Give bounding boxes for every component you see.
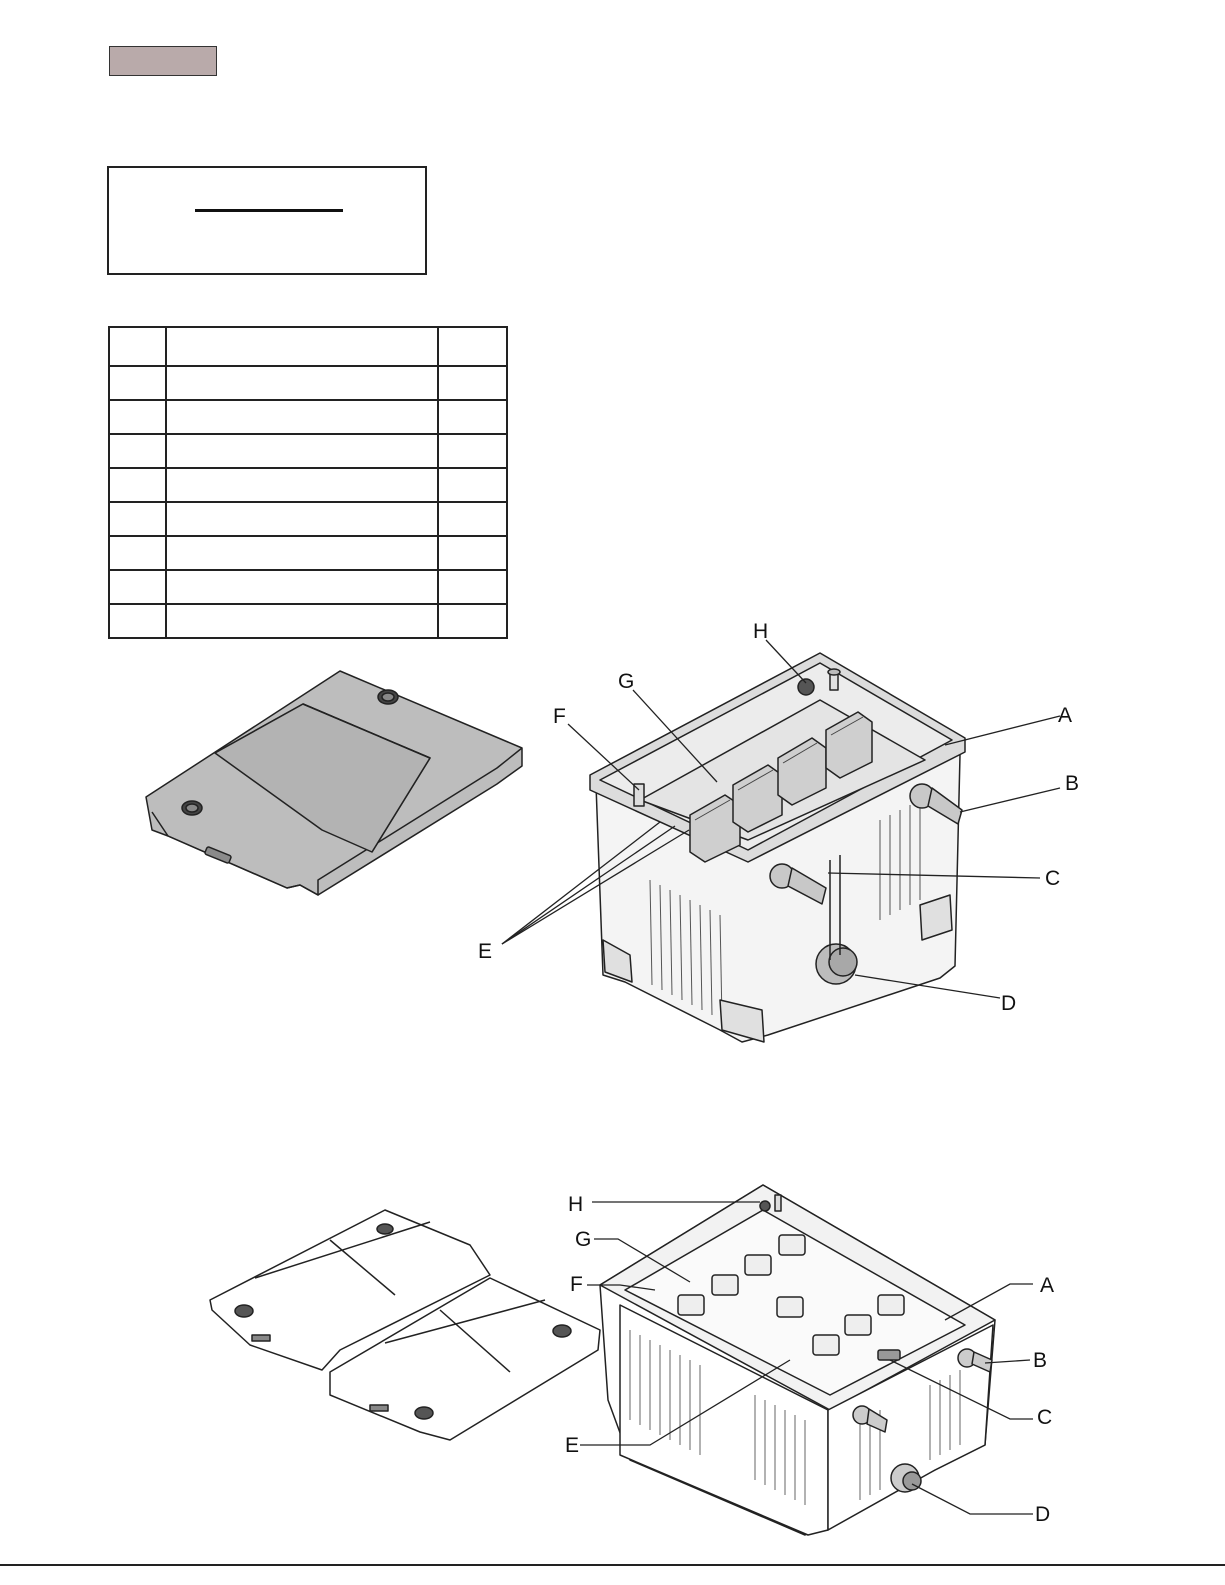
label-g: G [618, 670, 635, 693]
label-b: B [1065, 772, 1080, 795]
label-f: F [570, 1273, 583, 1296]
label-c: C [1045, 867, 1061, 890]
label-b: B [1033, 1349, 1048, 1372]
label-d: D [1001, 992, 1017, 1015]
filter-box-bottom-illustration [600, 1185, 995, 1535]
label-f: F [553, 705, 566, 728]
label-g: G [575, 1228, 592, 1251]
footer-rule [0, 1564, 1225, 1566]
label-h: H [568, 1193, 584, 1216]
label-e: E [565, 1434, 580, 1457]
label-d: D [1035, 1503, 1051, 1526]
lid-closed-illustration [146, 671, 522, 895]
label-a: A [1040, 1274, 1055, 1297]
label-h: H [753, 620, 769, 643]
label-a: A [1058, 704, 1073, 727]
label-c: C [1037, 1406, 1053, 1429]
label-e: E [478, 940, 493, 963]
lid-open-illustration [210, 1210, 600, 1440]
